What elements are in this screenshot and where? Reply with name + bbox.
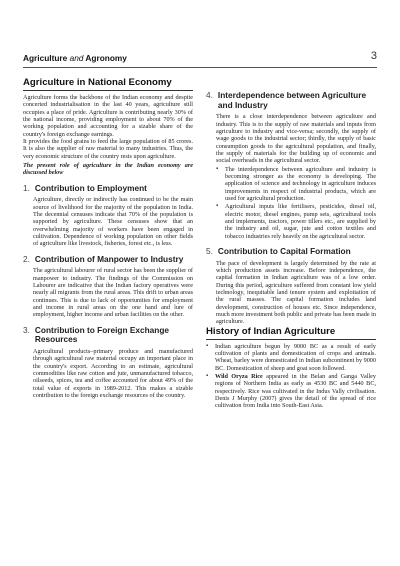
- subsection-title: Contribution to Foreign Exchange Resources: [34, 324, 170, 345]
- paragraph: It provides the food grains to feed the large population of 85 crores. It is also the supplier of raw material to many industries. Thus, the very economic structure of the country rests upon agriculture.: [23, 138, 193, 160]
- subsection-number: 5.: [206, 246, 213, 257]
- italic-note: The present role of agriculture in the Indian economy are discussed below: [23, 162, 193, 177]
- subsection-heading: [23, 184, 193, 194]
- subsection-heading: [206, 247, 376, 257]
- running-head-title: [23, 53, 127, 63]
- page-number: 3: [370, 50, 377, 62]
- subsection-number: 1.: [23, 182, 30, 193]
- subsection-number: 3.: [23, 324, 30, 335]
- left-column: [23, 77, 193, 399]
- running-head: [23, 50, 377, 66]
- subsection-title: Contribution of Manpower to Industry: [34, 253, 184, 264]
- paragraph: Agriculture forms the backbone of the Indian economy and despite concerted industrialisation in the last 40 years, agriculture still occupies a place of pride. Agriculture is contributing nearly 30% of the national income, providing employment to about 70% of the working population and accounting for a sizable share of the country's foreign exchange earnings.: [23, 94, 193, 138]
- list-item: ▪ Indian agriculture begun by 9000 BC as a result of early cultivation of plants and domestication of crops and animals. Wheat, barley were domesticated in Indian subcontinent by 9000 BC. Domestication of sheep and goat soon followed.: [206, 343, 376, 372]
- subsection-title: Contribution to Capital Formation: [217, 246, 351, 257]
- list-item: ▪ The interdependence between agriculture and industry is becoming stronger as the economy is developing. The application of science and technology in agriculture induces improvements in respect of industrial products, which are used for agricultural production.: [216, 166, 376, 203]
- bullet-list: [206, 166, 376, 240]
- paragraph: Agriculture, directly or indirectly has continued to be the main source of livelihood for the majority of the population in India. The decennial censuses indicate that 70% of the population is supported by agriculture. These censuses show that an overwhelming majority of workers have been engaged in cultivation. Dependence of working population on other fields of agriculture like livestock, fisheries, forest etc., is less.: [33, 196, 193, 248]
- list-item: ▪ Agricultural inputs like fertilisers, pesticides, diesel oil, electric motor, diesel engines, pump sets, agricultural tools and implements, tractors, power tillers etc., are supplied by the industry and oil, sugar, jute and cotton textiles and tobacco industries rely heavily on the agricultural sector.: [216, 203, 376, 240]
- running-head-word: Agronomy: [85, 53, 127, 63]
- subsection-heading: [23, 255, 193, 265]
- running-head-word: and: [69, 53, 84, 63]
- paragraph: Agricultural products–primary produce and manufactured through agricultural raw material occupy an important place in the country's export. According to an estimate, agricultural commodities like raw cotton and jute, unmanufactured tobacco, oilseeds, spices, tea and coffee accounted for about 49% of the total value of exports in 1989-2012. This makes a sizable contribution to the foreign exchange resources of the country.: [33, 347, 193, 400]
- subsection-title: Contribution to Employment: [34, 182, 147, 193]
- paragraph: There is a close interdependence between agriculture and industry. This is to the supply of raw materials and inputs from agriculture to industry and vice-versa; secondly, the supply of wage goods to the industrial sector; thirdly, the supply of basic consumption goods to the agricultural population, and finally, the supply of materials for the building up of economic and social overheads in the agricultural sector.: [216, 113, 376, 165]
- subsection-number: 4.: [206, 90, 213, 100]
- subsection-heading: [23, 326, 193, 345]
- bold-term: Wild Oryza Rice: [215, 373, 263, 381]
- running-head-word: Agriculture: [23, 53, 68, 63]
- subsection-heading: [206, 91, 376, 110]
- header-rule: [23, 67, 377, 68]
- list-item-text: appeared in the Belan and Ganga Valley regions of Northern India as early as 4530 BC and 5440 BC, respectively. Rice was cultivated in the Indus Vally civilisation. Denis J Murphy (2007) gives the detail of the spread of rice cultivation from India into South-East Asia.: [215, 373, 376, 410]
- subsection-number: 2.: [23, 253, 30, 264]
- right-column: [206, 77, 376, 411]
- list-item: [206, 373, 376, 410]
- paragraph: The pace of development is largely determined by the rate at which production assets increase. Before independence, the capital formation in Indian agriculture was of a low order. During this period, agriculture suffered from constant low yield technology, inequitable land tenure system and exploitation of the rural masses. The capital formation includes land development, construction of houses etc. Since independence, much more investment both public and private has been made in agriculture.: [216, 259, 376, 326]
- paragraph: The agricultural labourer of rural sector has been the supplier of manpower to industry. The findings of the Commission on Labourer are indicative that the Indian factory operatives were nearly all migrants from the rural areas. This drift to urban areas continues. This is due to lack of opportunities for employment and income in rural areas on the one hand and lure of employment, higher income and urban facilities on the other.: [33, 267, 193, 319]
- bullet-list: [206, 343, 376, 410]
- section-heading: Agriculture in National Economy: [23, 77, 193, 91]
- subsection-title: Interdependence between Agriculture and Industry: [217, 90, 367, 110]
- section-heading: History of Indian Agriculture: [206, 326, 376, 340]
